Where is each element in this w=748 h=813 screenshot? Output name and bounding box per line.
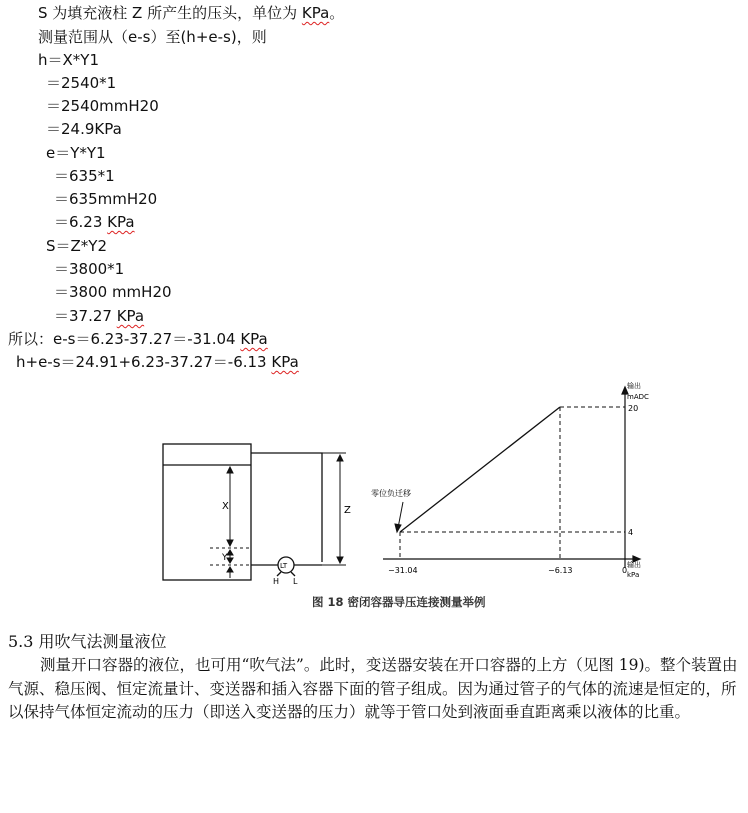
text-line-14: ＝37.27 KPa	[54, 307, 145, 325]
text-line-12: ＝3800*1	[54, 260, 125, 278]
section-paragraph-text: 测量开口容器的液位，也可用“吹气法”。此时，变送器安装在开口容器的上方（见图 19)。整个装置由气源、稳压阀、恒定流量计、变送器和插入容器下面的管子组成。因为通过管子的气体的流速是恒定的，所以保持气体恒定流动的压力（即送入变送器的压力）就等于管口处到液面垂直距离乘以液体的比重。	[8, 656, 738, 721]
x-axis-title-1: 输出	[627, 561, 641, 569]
figure-caption: 图 18 密闭容器导压连接测量举例	[312, 595, 486, 609]
text-line-5: ＝2540mmH20	[46, 97, 159, 115]
y-axis-title-1: 输出	[627, 382, 641, 390]
figure-18	[150, 372, 650, 617]
text-line-10: ＝6.23 KPa	[54, 213, 135, 231]
text-line-8: ＝635*1	[54, 167, 115, 185]
label-z: Z	[344, 505, 351, 516]
label-x: X	[222, 501, 229, 512]
label-y: Y	[222, 553, 228, 563]
text-line-1: S 为填充液柱 Z 所产生的压头，单位为 KPa。	[38, 4, 345, 22]
section-paragraph	[8, 654, 740, 725]
label-lt: LT	[280, 562, 288, 570]
tick-4: 4	[628, 528, 634, 537]
tick-0: 0	[622, 566, 628, 575]
text-line-13: ＝3800 mmH20	[54, 283, 172, 301]
section-heading: 5.3 用吹气法测量液位	[8, 632, 167, 651]
tick-neg6: −6.13	[548, 566, 573, 575]
output-graph	[371, 381, 649, 579]
text-line-16: h+e-s＝24.91+6.23-37.27＝-6.13 KPa	[16, 353, 299, 371]
text-line-11: S＝Z*Y2	[46, 237, 108, 255]
text-line-15: 所以：e-s＝6.23-37.27＝-31.04 KPa	[8, 330, 268, 348]
zero-shift-label: 零位负迁移	[371, 489, 411, 498]
output-line	[400, 407, 560, 532]
tick-neg31: −31.04	[388, 566, 418, 575]
text-line-6: ＝24.9KPa	[46, 120, 122, 138]
text-line-4: ＝2540*1	[46, 74, 117, 92]
label-l: L	[293, 577, 298, 586]
impulse-line	[251, 453, 322, 562]
text-line-7: e＝Y*Y1	[46, 144, 106, 162]
x-axis-title-2: kPa	[627, 571, 640, 579]
tick-20: 20	[628, 404, 639, 413]
text-line-3: h＝X*Y1	[38, 51, 99, 69]
text-line-2: 测量范围从（e-s）至(h+e-s)，则	[38, 28, 267, 46]
y-axis-title-2: mADC	[627, 393, 649, 401]
label-h: H	[273, 577, 280, 586]
text-line-9: ＝635mmH20	[54, 190, 158, 208]
